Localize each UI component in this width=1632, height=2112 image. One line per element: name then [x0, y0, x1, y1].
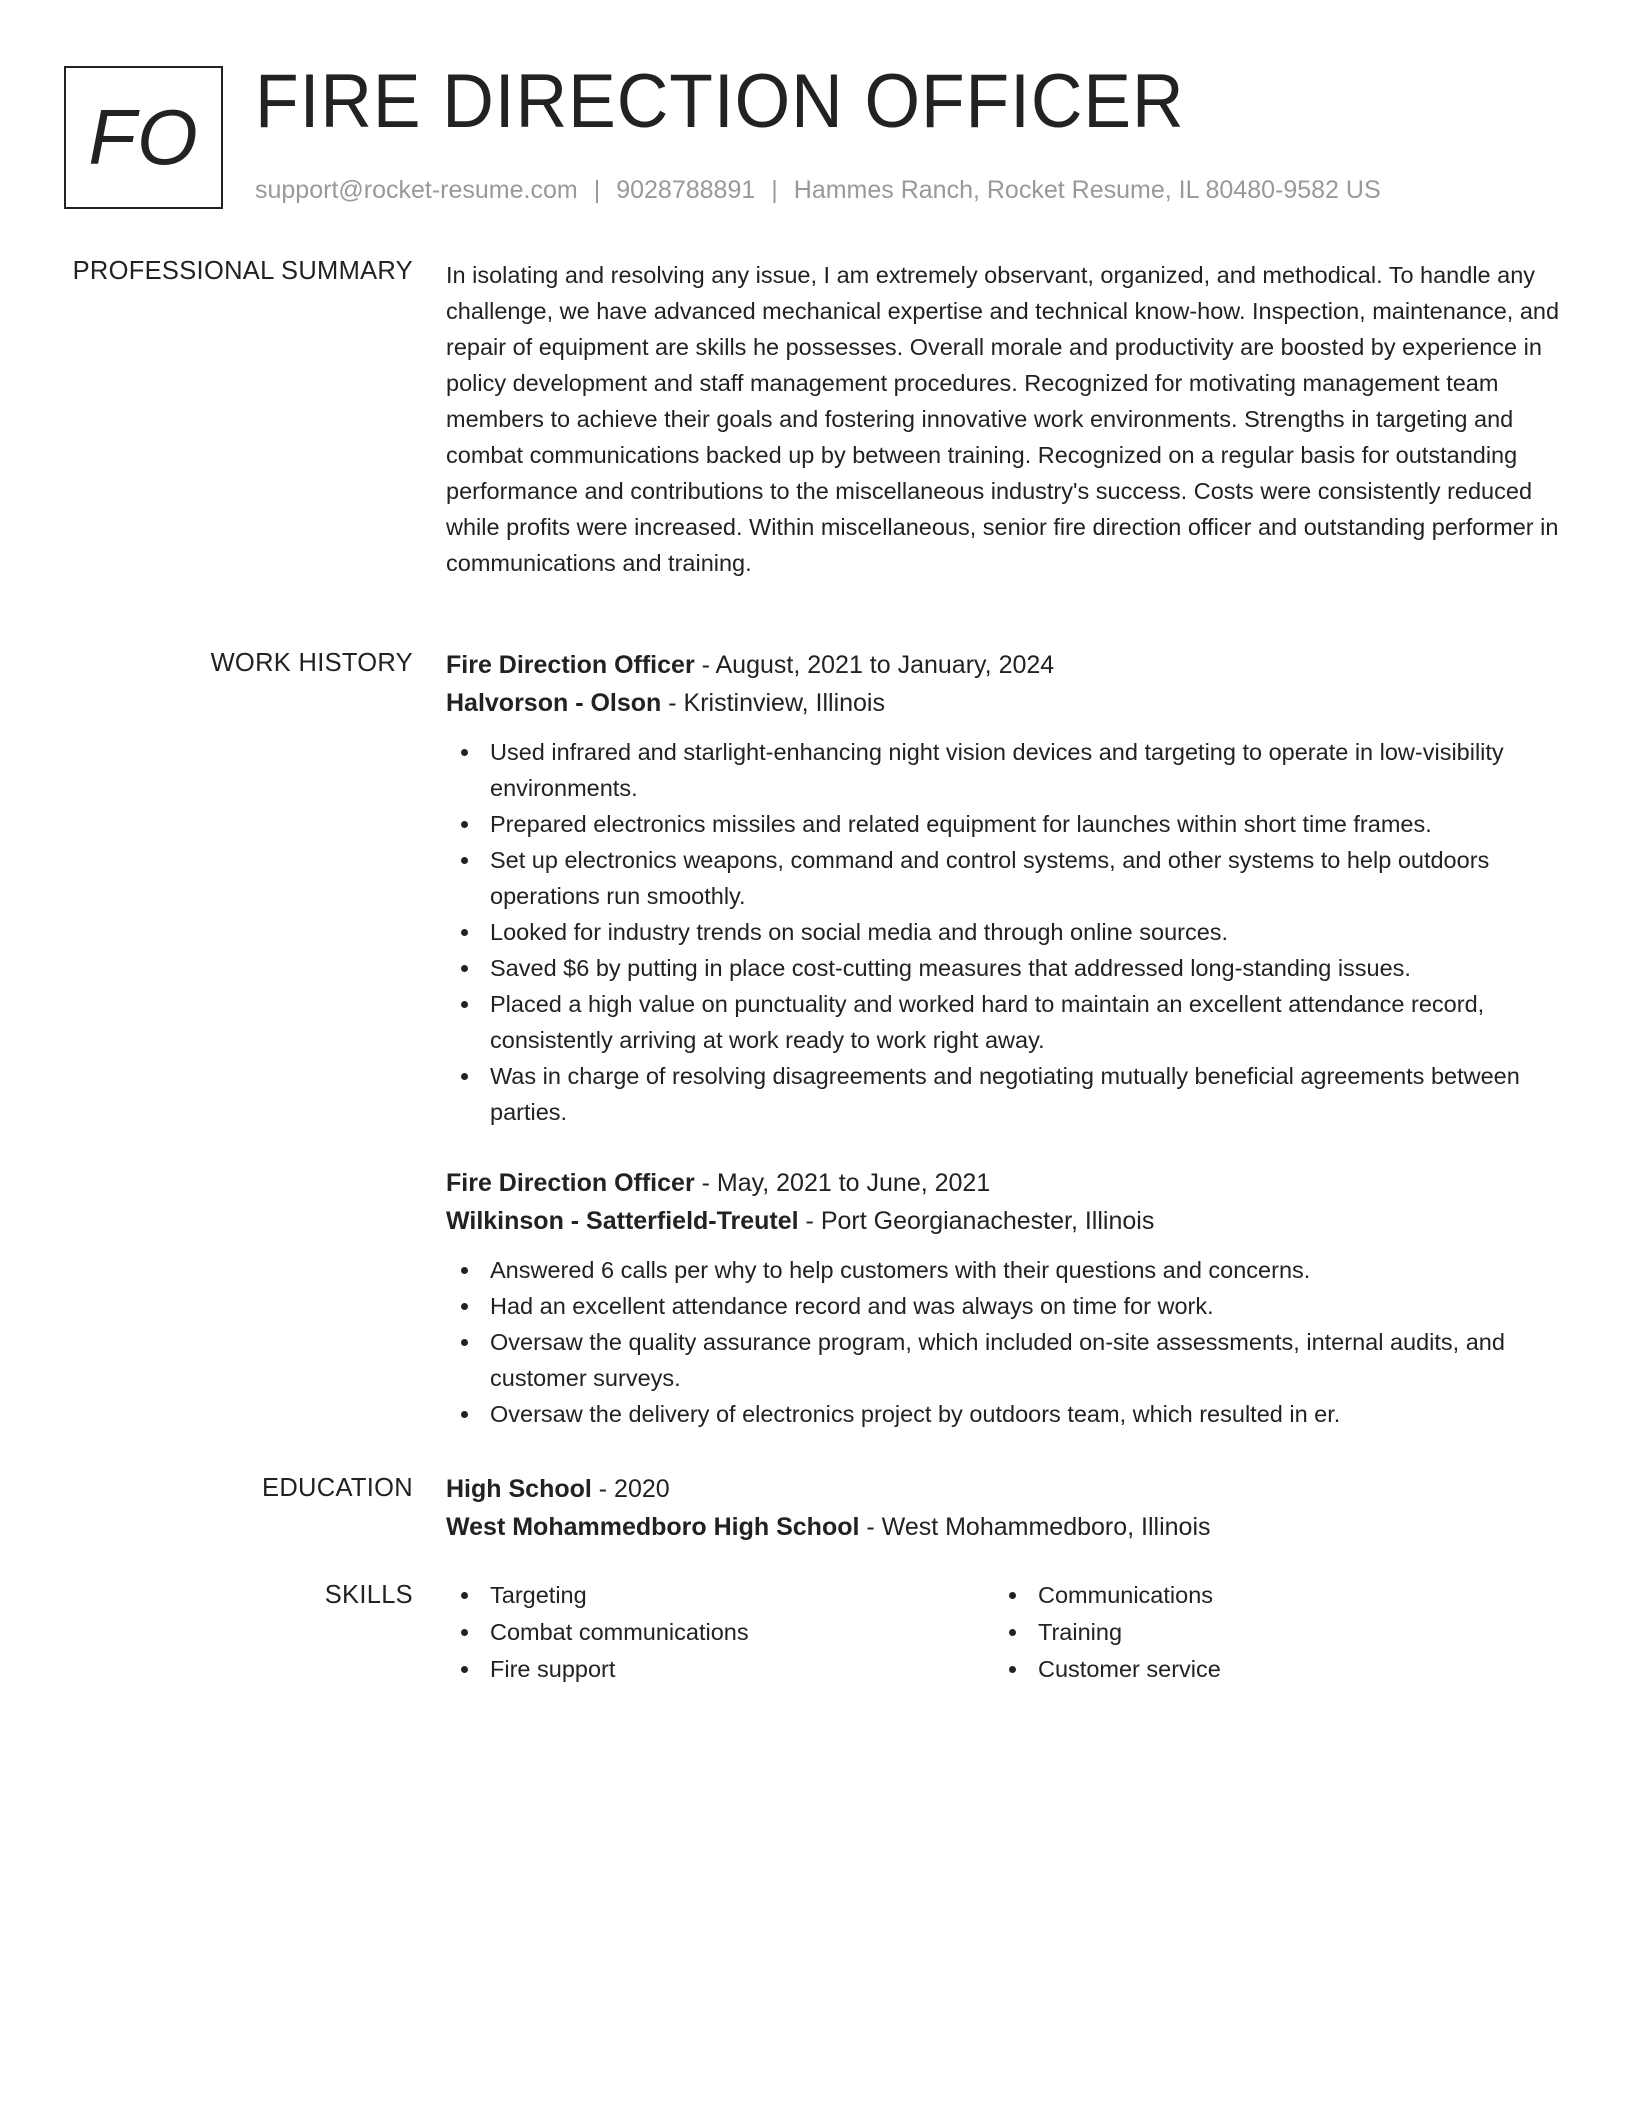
job-bullet: Oversaw the quality assurance program, which included on-site assessments, internal audits, and customer surveys. [446, 1324, 1566, 1396]
job-bullets [446, 734, 1566, 1130]
job-bullet: Set up electronics weapons, command and control systems, and other systems to help outdoors operations run smoothly. [446, 842, 1566, 914]
job-dates: - August, 2021 to January, 2024 [694, 651, 1055, 679]
skills-section [446, 1577, 1566, 1688]
work-history-section [446, 646, 1566, 1130]
education-year: - 2020 [591, 1475, 670, 1503]
education-location: - West Mohammedboro, Illinois [859, 1513, 1211, 1541]
job-bullet: Looked for industry trends on social media and through online sources. [446, 914, 1566, 950]
section-label-skills: SKILLS [324, 1581, 413, 1609]
job-bullet: Had an excellent attendance record and was always on time for work. [446, 1288, 1566, 1324]
monogram-initials: FO [88, 93, 199, 181]
job-bullet: Oversaw the delivery of electronics project by outdoors team, which resulted in er. [446, 1396, 1566, 1432]
contact-phone: 9028788891 [616, 176, 756, 204]
job-entry [446, 1164, 1566, 1432]
job-title-line [446, 646, 1566, 684]
job-bullet: Used infrared and starlight-enhancing night vision devices and targeting to operate in low-visibility environments. [446, 734, 1566, 806]
contact-email: support@rocket-resume.com [255, 176, 578, 204]
section-label-work-history: WORK HISTORY [210, 649, 413, 677]
education-school-line [446, 1508, 1566, 1546]
skill-item: Customer service [994, 1651, 1542, 1688]
summary-section [446, 257, 1564, 581]
job-location: - Kristinview, Illinois [661, 689, 885, 717]
job-company-line [446, 1202, 1566, 1240]
job-title: Fire Direction Officer [446, 651, 695, 679]
job-title-line [446, 1164, 1566, 1202]
job-company-line [446, 684, 1566, 722]
job-company: Halvorson - Olson [446, 689, 662, 717]
skills-columns [446, 1577, 1566, 1688]
skills-column-right [994, 1577, 1542, 1688]
job-bullet: Placed a high value on punctuality and worked hard to maintain an excellent attendance record, consistently arriving at work ready to work right away. [446, 986, 1566, 1058]
work-history-section-2 [446, 1164, 1566, 1432]
skills-column-left [446, 1577, 994, 1688]
skill-item: Training [994, 1614, 1542, 1651]
skill-item: Targeting [446, 1577, 994, 1614]
resume-name: FIRE DIRECTION OFFICER [255, 59, 1185, 144]
contact-address: Hammes Ranch, Rocket Resume, IL 80480-9582 US [793, 176, 1381, 204]
job-bullets [446, 1252, 1566, 1432]
contact-line [255, 176, 1381, 205]
education-section [446, 1470, 1566, 1546]
job-bullet: Prepared electronics missiles and related equipment for launches within short time frames. [446, 806, 1566, 842]
contact-separator: | [593, 176, 601, 204]
job-company: Wilkinson - Satterfield-Treutel [446, 1207, 799, 1235]
skill-item: Fire support [446, 1651, 994, 1688]
education-degree-line [446, 1470, 1566, 1508]
monogram-badge [64, 66, 223, 209]
skill-item: Communications [994, 1577, 1542, 1614]
section-label-education: EDUCATION [262, 1474, 413, 1502]
job-location: - Port Georgianachester, Illinois [798, 1207, 1155, 1235]
skill-item: Combat communications [446, 1614, 994, 1651]
job-dates: - May, 2021 to June, 2021 [694, 1169, 991, 1197]
job-bullet: Answered 6 calls per why to help customers with their questions and concerns. [446, 1252, 1566, 1288]
summary-text: In isolating and resolving any issue, I am extremely observant, organized, and methodical. To handle any challenge, we have advanced mechanical expertise and technical know-how. Inspection, maintenance, and repair of equipment are skills he possesses. Overall morale and productivity are boosted by experience in policy development and staff management procedures. Recognized for motivating management team members to achieve their goals and fostering innovative work environments. Strengths in targeting and combat communications backed up by between training. Recognized on a regular basis for outstanding performance and contributions to the miscellaneous industry's success. Costs were consistently reduced while profits were increased. Within miscellaneous, senior fire direction officer and outstanding performer in communications and training. [446, 262, 1560, 576]
job-bullet: Was in charge of resolving disagreements and negotiating mutually beneficial agreements between parties. [446, 1058, 1566, 1130]
section-label-summary: PROFESSIONAL SUMMARY [72, 257, 413, 285]
job-entry [446, 646, 1566, 1130]
job-title: Fire Direction Officer [446, 1169, 695, 1197]
job-bullet: Saved $6 by putting in place cost-cutting measures that addressed long-standing issues. [446, 950, 1566, 986]
education-degree: High School [446, 1475, 592, 1503]
contact-separator: | [771, 176, 778, 204]
education-school: West Mohammedboro High School [446, 1513, 860, 1541]
